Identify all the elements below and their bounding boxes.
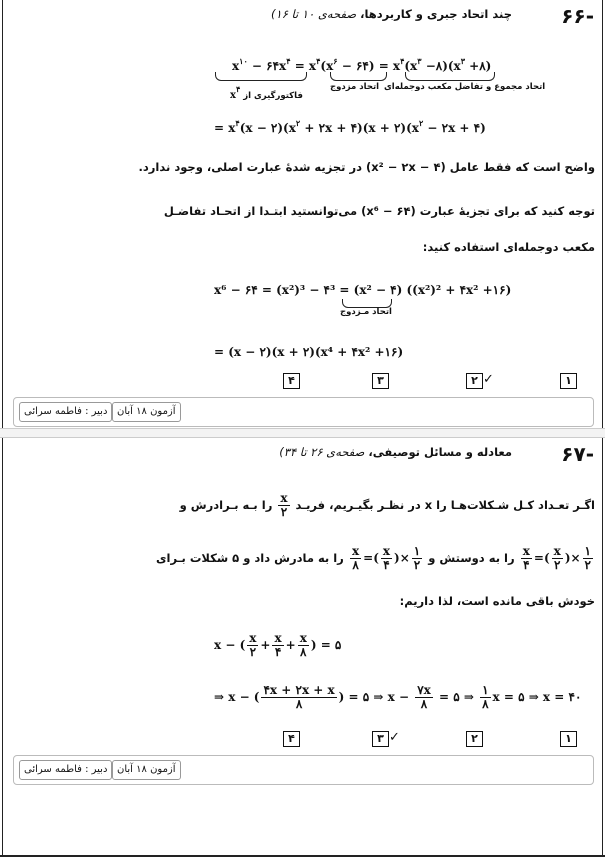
q66-equation-line-1: $x^{۱۰}$ − $۶۴x^۴ = x^۴(x^۶$ − ۶۴) = $x^۴(x^۳$ $-۸)(x^۳$ +۸) (232, 56, 492, 73)
question-footer (13, 755, 594, 785)
q66-paragraph-1: واضح است که فقط عامل (x² − ۲x − ۴) در تجزیه شدهٔ عبارت اصلی، وجود ندارد. (138, 160, 595, 174)
underbrace-conjugate (330, 72, 387, 81)
underbrace-factor (215, 72, 307, 81)
q66-paragraph-2: توجه کنید که برای تجزیهٔ عبارت (x⁶ − ۶۴) می‌توانستید ابتـدا از اتحـاد تفاضـل (163, 204, 595, 218)
q66-equation-line-4: = (x − ۲)(x + ۲)(x⁴ + ۴x² +۱۶) (214, 345, 404, 359)
q67-equation-2: ⇒ x − ( $\frac{۴x + ۲x + x}{۸}$ ) = ۵ ⇒ x − $\frac{۷x}{۸}$ = ۵ ⇒ $\frac{۱}{۸}$ x = ۵ ⇒ x = ۴۰ (214, 683, 582, 711)
q66-option-2[interactable]: ۲ (466, 373, 483, 389)
question-title: معادله و مسائل توصیفی، صفحه‌ی ۲۶ تا ۳۴) (279, 445, 512, 459)
label-conjugate: اتحاد مزدوج (330, 82, 380, 92)
label-cubes: اتحاد مجموع و تفاضل مکعب دوجمله‌ای (384, 82, 546, 92)
q67-paragraph-1: اگـر تعـداد کـل شـکلات‌هـا را x در نظـر بگیـریم، فریـد $\frac{x}{۲}$ را بـه بـرادرش و (179, 491, 595, 519)
exam-badge: آزمون ۱۸ آبان (112, 760, 181, 780)
teacher-badge: دبیر : فاطمه سرائی (19, 402, 112, 422)
checkmark-icon: ✓ (483, 372, 494, 387)
q67-option-1[interactable]: ۱ (560, 731, 577, 747)
q67-option-3[interactable]: ۳ (372, 731, 389, 747)
label-conjugate-2: اتحاد مـزدوج (340, 307, 392, 317)
q66-option-1[interactable]: ۱ (560, 373, 577, 389)
q66-option-3[interactable]: ۳ (372, 373, 389, 389)
q67-paragraph-3: خودش باقی مانده است، لذا داریم: (399, 594, 595, 608)
question-footer (13, 397, 594, 427)
question-number: -۶۶ (561, 4, 594, 28)
underbrace-cubes (405, 72, 495, 81)
question-67-header (205, 442, 600, 468)
q67-paragraph-2: $\frac{۱}{۲}$ ×( $\frac{x}{۲}$ )= $\frac{x}{۴}$ را به دوستش و $\frac{۱}{۲}$ ×( $\frac{x}{۴}$ )= $\frac{x}{۸}$ را به مادرش داد و ۵ شکلات بـرای (155, 544, 591, 572)
question-66-header (205, 4, 600, 30)
q66-equation-line-2: = $x^۴(x$ − $۲)(x^۲$ + ۲x + ۴)(x + $۲)(x^۲$ − ۲x + ۴) (214, 118, 486, 135)
question-title: چند اتحاد جبری و کاربردها، صفحه‌ی ۱۰ تا ۱۶) (271, 7, 512, 21)
q67-equation-1: x − ( $\frac{x}{۲}$ + $\frac{x}{۴}$ + $\frac{x}{۸}$ ) = ۵ (214, 631, 342, 659)
q66-paragraph-3: مکعب دوجمله‌ای استفاده کنید: (422, 240, 595, 254)
page-reference: صفحه‌ی ۲۶ تا ۳۴) (279, 445, 365, 459)
q67-option-2[interactable]: ۲ (466, 731, 483, 747)
checkmark-icon: ✓ (389, 730, 400, 745)
section-separator (0, 428, 605, 438)
exam-badge: آزمون ۱۸ آبان (112, 402, 181, 422)
q67-option-4[interactable]: ۴ (283, 731, 300, 747)
page-reference: صفحه‌ی ۱۰ تا ۱۶) (271, 7, 357, 21)
label-factor: فاکتورگیری از $x^۴$ (230, 84, 303, 101)
q66-equation-line-3: x⁶ − ۶۴ = (x²)³ − ۴³ = (x² − ۴) ((x²)² + ۴x² +۱۶) (214, 283, 512, 297)
teacher-badge: دبیر : فاطمه سرائی (19, 760, 112, 780)
question-number: -۶۷ (561, 442, 594, 466)
q66-option-4[interactable]: ۴ (283, 373, 300, 389)
